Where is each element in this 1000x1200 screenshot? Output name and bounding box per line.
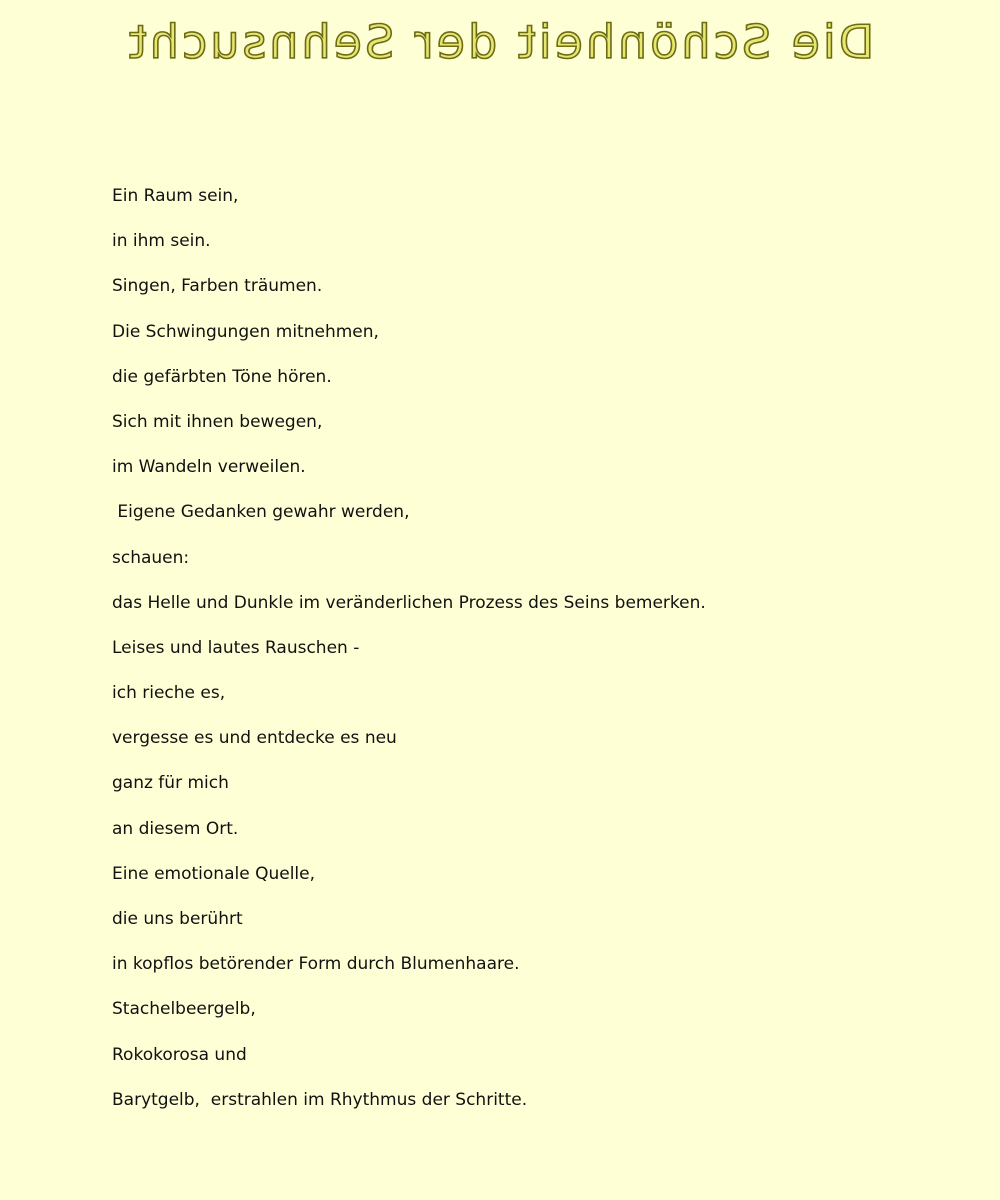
poem-line: Stachelbeergelb,: [112, 999, 256, 1020]
poem-line: Sich mit ihnen bewegen,: [112, 411, 323, 432]
poem-line: die gefärbten Töne hören.: [112, 366, 332, 387]
poem-line: Rokokorosa und: [112, 1044, 247, 1065]
poem-line: Eine emotionale Quelle,: [112, 863, 316, 884]
poem-line: ganz für mich: [112, 773, 229, 794]
poem-line: Singen, Farben träumen.: [112, 276, 323, 297]
poem-line: im Wandeln verweilen.: [112, 457, 306, 478]
poem-line: Barytgelb, erstrahlen im Rhythmus der Schritte.: [112, 1089, 528, 1110]
poem-line: Eigene Gedanken gewahr werden,: [112, 502, 410, 523]
poem-line: das Helle und Dunkle im veränderlichen Prozess des Seins bemerken.: [112, 592, 706, 613]
poem-line: Die Schwingungen mitnehmen,: [112, 321, 379, 342]
poem-line: schauen:: [112, 547, 190, 568]
poem-line: an diesem Ort.: [112, 818, 239, 839]
poem-line: ich rieche es,: [112, 683, 226, 704]
poem-line: Ein Raum sein,: [112, 186, 239, 206]
poem-text: [112, 183, 706, 1132]
poem-line: vergesse es und entdecke es neu: [112, 728, 397, 749]
poem-line: die uns berührt: [112, 909, 243, 929]
poem-line: in kopflos betörender Form durch Blumenhaare.: [112, 954, 520, 975]
poem-line: Leises und lautes Rauschen -: [112, 637, 360, 658]
page-title: Die Schönheit der Sehnsucht: [125, 15, 875, 69]
poem-line: in ihm sein.: [112, 231, 211, 252]
